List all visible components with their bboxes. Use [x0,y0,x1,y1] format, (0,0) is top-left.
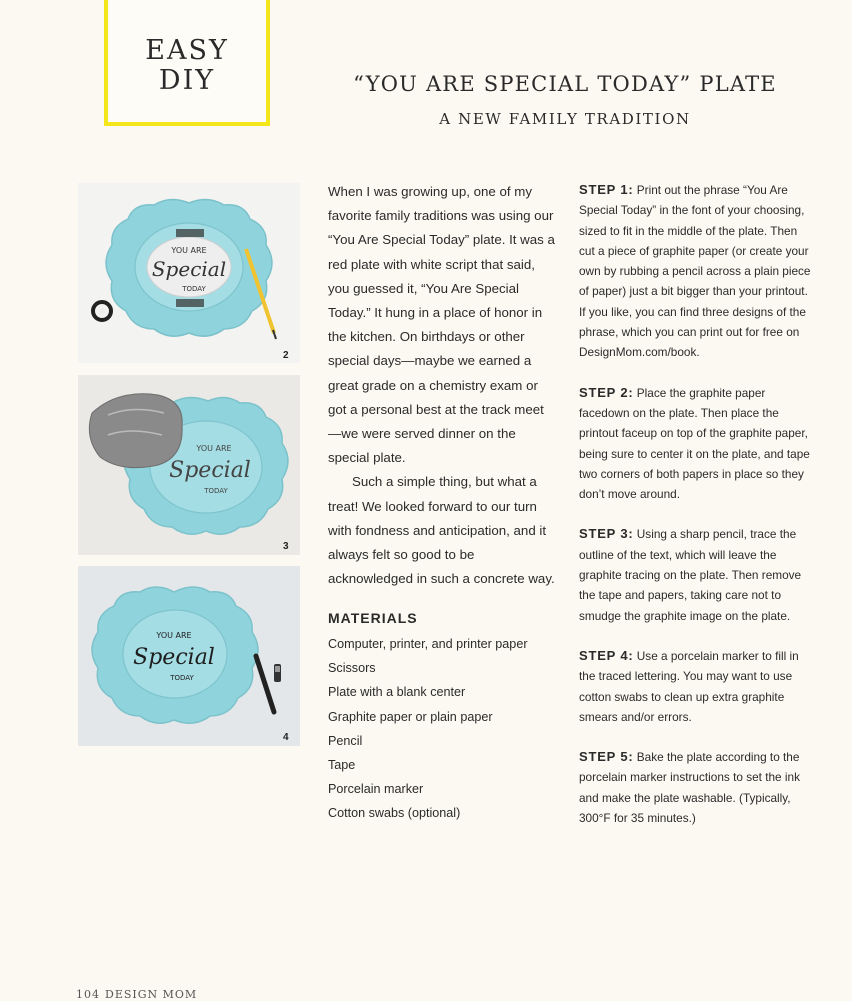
step-label: STEP 3: [579,526,634,542]
photo-number-3: 3 [283,541,289,552]
materials-item: Plate with a blank center [328,685,466,700]
step-label: STEP 1: [579,182,634,197]
materials-heading: MATERIALS [328,610,418,626]
plate-text-top: YOU ARE [156,631,192,640]
step-text: Use a porcelain marker to fill in the traced lettering. You may want to use cotton swabs to clean up extra graphite smears and/or errors. [579,648,799,724]
step-label: STEP 5: [579,749,634,765]
page-subtitle: A NEW FAMILY TRADITION [439,110,691,128]
badge-line-1: EASY [145,35,229,66]
plate-text-bottom: TODAY [182,285,206,293]
materials-item: Computer, printer, and printer paper [328,637,528,651]
step-label: STEP 4: [579,647,634,663]
photo-step-4 [78,566,300,746]
photo-step-2 [78,183,300,363]
book-title: DESIGN MOM [105,988,198,1001]
materials-item: Cotton swabs (optional) [328,806,461,821]
step-3 [579,524,815,625]
badge-text [108,36,266,96]
materials-list [328,632,528,826]
materials-item: Pencil [328,733,363,748]
plate-text-script: Special [169,458,251,483]
plate-text-top: YOU ARE [171,246,207,255]
step-label: STEP 2: [579,384,634,400]
step-text: Place the graphite paper facedown on the plate. Then place the printout faceup on top of the graphite paper, being sure to center it on the plate, and tape two corners of both papers in place so they don’t move around. [579,385,810,502]
step-2 [579,383,815,505]
step-text: Using a sharp pencil, trace the outline of the text, which will leave the graphite tracing on the plate. Then remove the tape and papers, taking care not to smudge the graphite image on the plate. [579,527,802,623]
plate-text-script: Special [151,257,227,281]
plate-text-bottom: TODAY [204,487,228,495]
step-text: Print out the phrase “You Are Special Today” in the font of your choosing, sized to fit in the middle of the plate. Then cut a piece of graphite paper (or create your own by rubbing a pencil across a plain piece of paper) just a bit bigger than your printout. If you like, you can find three designs of the phrase, which you can print out for free on DesignMom.com/book. [579,183,811,360]
easy-diy-badge [104,0,270,126]
plate-text-script: Special [133,645,215,670]
plate-text-bottom: TODAY [170,674,194,682]
step-text: Bake the plate according to the porcelain marker instructions to set the ink and make the plate washable. (Typically, 300°F for 35 minutes.) [579,750,800,826]
step-1 [579,180,815,363]
page-title: “YOU ARE SPECIAL TODAY” PLATE [353,72,777,96]
intro-text [328,180,556,591]
materials-item: Graphite paper or plain paper [328,709,493,724]
photo-step-3 [78,375,300,555]
intro-paragraph-1: When I was growing up, one of my favorite family traditions was using our “You Are Special Today” plate. It was a red plate with white script that said, you guessed it, “You Are Special Today.” It hung in a place of honor in the kitchen. On birthdays or other special days—maybe we earned a great grade on a chemistry exam or got a personal best at the track meet—we were served dinner on the special plate. [328,184,555,466]
badge-line-2: DIY [158,65,216,96]
page-number: 104 [76,988,100,1001]
plate-text-top: YOU ARE [196,444,232,453]
materials-item: Porcelain marker [328,782,424,797]
intro-paragraph-2: Such a simple thing, but what a treat! We looked forward to our turn with fondness and anticipation, and it always felt so good to be acknowledged in such a concrete way. [328,474,555,587]
materials-item: Tape [328,758,356,773]
photo-number-2: 2 [283,350,289,361]
step-5 [579,747,815,828]
page-footer [76,988,197,1001]
step-4 [579,646,815,727]
steps-column [579,180,815,848]
photo-number-4: 4 [283,732,289,743]
materials-item: Scissors [328,661,376,676]
